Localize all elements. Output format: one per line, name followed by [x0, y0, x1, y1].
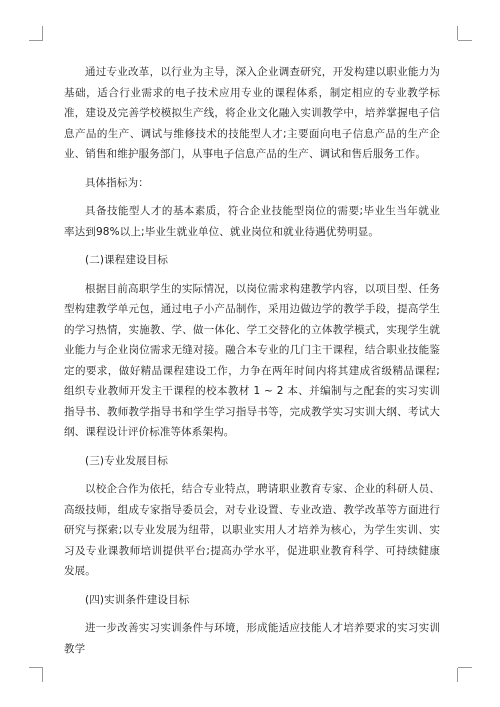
section-heading-development: (三)专业发展目标: [85, 454, 169, 467]
paragraph-training-goals: 进一步改善实习实训条件与环境，形成能适应技能人才培养要求的实习实训教学: [64, 622, 440, 655]
paragraph-reform-overview: 通过专业改革，以行业为主导，深入企业调查研究，开发构建以职业能力为基础，适合行业需求的电子技术应用专业的课程体系，制定相应的专业教学标准，建设及完善学校模拟生产线，将企业文化融入实训教学中，培养掌握电子信息产品的生产、调试与维修技术的技能型人才;主要面向电子信息产品的生产企业、销售和维护服务部门，从事电子信息产品的生产、调试和售后服务工作。: [64, 66, 440, 160]
paragraph-indicators-detail: 具备技能型人才的基本素质，符合企业技能型岗位的需要;毕业生当年就业率达到98%以上;毕业生就业单位、就业岗位和就业待遇优势明显。: [64, 205, 440, 238]
paragraph-development-goals: 以校企合作为依托，结合专业特点，聘请职业教育专家、企业的科研人员、高级技师，组成专家指导委员会，对专业设置、专业改造、教学改革等方面进行研究与探索;以专业发展为纽带，以职业实用人才培养为核心，为学生实训、实习及专业课教师培训提供平台;提高办学水平，促进职业教育科学、可持续健康发展。: [64, 483, 440, 577]
crop-mark-top-left-vertical: [42, 26, 43, 40]
crop-mark-top-left-horizontal: [29, 40, 43, 41]
paragraph-indicators-intro: 具体指标为：: [85, 176, 149, 189]
paragraph-curriculum-goals: 根据目前高职学生的实际情况，以岗位需求构建教学内容，以项目型、任务型构建教学单元包，通过电子小产品制作，采用边做边学的教学手段，提高学生的学习热情，实施教、学、做一体化、学工交替化的立体教学模式，实现学生就业能力与企业岗位需求无缝对接。融合本专业的几门主干课程，结合职业技能鉴定的要求，做好精品课程建设工作，力争在两年时间内将其建成省级精品课程;组织专业教师开发主干课程的校本教材 1 ~ 2 本、并编制与之配套的实习实训指导书、教师教学指导书和学生学习指导书等，完成教学实习实训大纲、考试大纲、课程设计评价标准等体系架构。: [64, 282, 440, 438]
document-body: [64, 62, 440, 659]
crop-mark-top-right-horizontal: [458, 40, 472, 41]
crop-mark-top-right-vertical: [457, 26, 458, 40]
section-heading-training: (四)实训条件建设目标: [85, 593, 190, 606]
crop-mark-bottom-left-vertical: [42, 668, 43, 682]
section-heading-curriculum: (二)课程建设目标: [85, 254, 169, 266]
crop-mark-bottom-left-horizontal: [29, 667, 43, 668]
crop-mark-bottom-right-vertical: [457, 668, 458, 682]
crop-mark-bottom-right-horizontal: [458, 667, 472, 668]
